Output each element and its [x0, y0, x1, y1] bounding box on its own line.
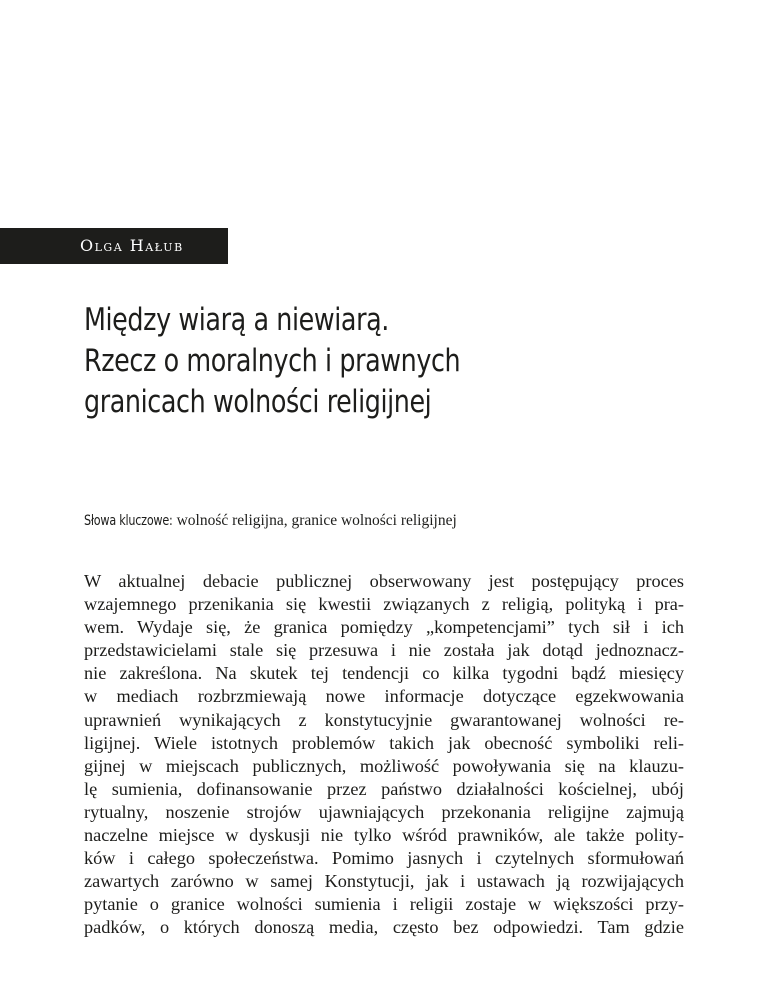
author-name: Olga Hałub: [80, 236, 184, 255]
keywords-value: wolność religijna, granice wolności religijnej: [172, 512, 457, 529]
keywords: [84, 511, 704, 531]
body-line: wem. Wydaje się, że granica pomiędzy „kompetencjami” tych sił i ich: [84, 617, 684, 638]
title-line: Rzecz o moralnych i prawnych: [84, 343, 461, 379]
body-line: gijnej w miejscach publicznych, możliwość powoływania się na klauzu-: [84, 755, 684, 776]
body-line: pytanie o granice wolności sumienia i religii zostaje w większości przy-: [84, 894, 684, 915]
body-line: przedstawicielami stale się przesuwa i nie została jak dotąd jednoznacz-: [84, 640, 684, 661]
body-paragraph: [84, 570, 684, 940]
title-line: Między wiarą a niewiarą.: [84, 302, 389, 338]
body-line: padków, o których donoszą media, często bez odpowiedzi. Tam gdzie: [84, 917, 684, 938]
body-line: rytualny, noszenie strojów ujawniających przekonania religijne zajmują: [84, 801, 684, 822]
title-line: granicach wolności religijnej: [84, 384, 432, 420]
body-line: nie zakreślona. Na skutek tej tendencji co kilka tygodni bądź miesięcy: [84, 663, 684, 684]
body-line: w mediach rozbrzmiewają nowe informacje dotyczące egzekwowania: [84, 686, 684, 707]
body-line: ligijnej. Wiele istotnych problemów takich jak obecność symboliki reli-: [84, 732, 684, 753]
body-line: lę sumienia, dofinansowanie przez państwo działalności kościelnej, ubój: [84, 778, 684, 799]
body-line: W aktualnej debacie publicznej obserwowany jest postępujący proces: [84, 571, 684, 591]
body-line: zawartych zarówno w samej Konstytucji, jak i ustawach ją rozwijających: [84, 871, 684, 892]
body-line: wzajemnego przenikania się kwestii związanych z religią, polityką i pra-: [84, 594, 684, 615]
body-line: ków i całego społeczeństwa. Pomimo jasnych i czytelnych sformułowań: [84, 848, 684, 869]
keywords-label: Słowa kluczowe:: [84, 513, 173, 529]
body-line: naczelne miejsce w dyskusji nie tylko wśród prawników, ale także polity-: [84, 825, 684, 846]
article-title: [84, 300, 543, 423]
body-line: uprawnień wynikających z konstytucyjnie gwarantowanej wolności re-: [84, 709, 684, 730]
